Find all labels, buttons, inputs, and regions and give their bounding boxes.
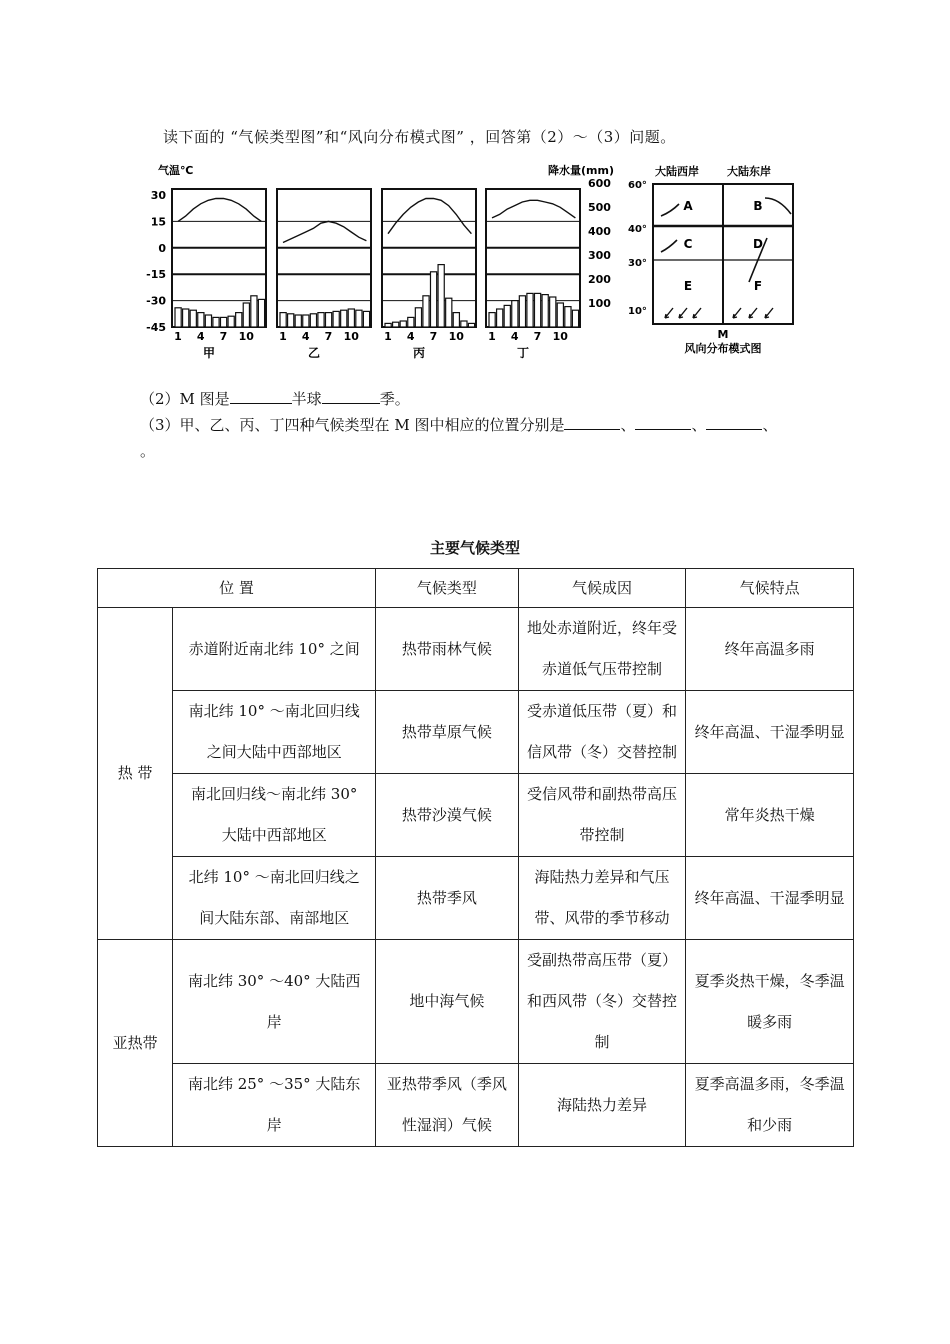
y-right-tick: 600 xyxy=(588,177,611,190)
trade-wind-arrow xyxy=(765,308,773,318)
precip-bar xyxy=(303,315,309,327)
header-feature: 气候特点 xyxy=(686,569,854,608)
table-row xyxy=(98,691,854,774)
caption-letter: M xyxy=(717,328,729,341)
precip-bar xyxy=(572,310,578,327)
cell-feature: 常年炎热干燥 xyxy=(686,774,854,857)
cell-feature: 夏季炎热干燥，冬季温暖多雨 xyxy=(686,940,854,1064)
cell-cause: 海陆热力差异 xyxy=(518,1064,686,1147)
cell-type: 亚热带季风（季风性湿润）气候 xyxy=(376,1064,519,1147)
y-left-tick: 15 xyxy=(150,215,166,229)
header-location: 位 置 xyxy=(98,569,376,608)
map-cell-label: D xyxy=(753,237,763,251)
question-3 xyxy=(140,414,778,435)
precip-bar xyxy=(400,321,406,327)
lat-label: 10° xyxy=(628,306,647,317)
precip-bar xyxy=(461,321,467,327)
precip-bar xyxy=(183,309,189,327)
precip-bar xyxy=(393,322,399,327)
precip-bar xyxy=(288,314,294,327)
q2-suffix: 季。 xyxy=(379,390,410,408)
x-tick: 1 xyxy=(279,330,287,343)
cell-feature: 夏季高温多雨，冬季温和少雨 xyxy=(686,1064,854,1147)
header-west: 大陆西岸 xyxy=(655,165,699,178)
cell-cause: 海陆热力差异和气压带、风带的季节移动 xyxy=(518,857,686,940)
precip-bar xyxy=(512,301,518,327)
q2-blank-hemisphere[interactable] xyxy=(230,389,292,404)
y-left-tick: -30 xyxy=(146,294,166,308)
precip-bar xyxy=(557,303,563,327)
q3-text: （3）甲、乙、丙、丁四种气候类型在 M 图中相应的位置分别是 xyxy=(140,416,565,434)
precip-bar xyxy=(280,313,286,327)
precip-bar xyxy=(468,323,474,327)
header-cause: 气候成因 xyxy=(518,569,686,608)
q2-prefix: （2）M 图是 xyxy=(140,390,230,408)
y-right-tick: 500 xyxy=(588,201,611,214)
trade-wind-arrow xyxy=(733,308,741,318)
wind-arrow xyxy=(661,204,679,216)
x-tick: 4 xyxy=(196,330,205,343)
precip-bar xyxy=(542,295,548,327)
x-tick: 7 xyxy=(533,330,542,343)
y-right-tick: 200 xyxy=(588,273,611,286)
precip-bar xyxy=(438,265,444,327)
panel-frame xyxy=(277,189,371,327)
temp-line xyxy=(178,199,261,222)
map-cell-label: C xyxy=(683,237,693,251)
cell-type: 热带季风 xyxy=(376,857,519,940)
q3-blank-1[interactable] xyxy=(564,415,620,430)
table-row xyxy=(98,774,854,857)
precip-bar xyxy=(228,316,234,327)
cell-feature: 终年高温、干湿季明显 xyxy=(686,857,854,940)
y-left-tick: 0 xyxy=(158,241,166,255)
header-east: 大陆东岸 xyxy=(727,165,771,178)
q2-mid: 半球 xyxy=(291,390,322,408)
q3-end: 。 xyxy=(140,442,156,460)
precip-bar xyxy=(453,313,459,327)
precip-bar xyxy=(348,309,354,327)
cell-cause: 受信风带和副热带高压带控制 xyxy=(518,774,686,857)
y-right-tick: 300 xyxy=(588,249,611,262)
x-tick: 7 xyxy=(324,330,333,343)
map-cell-label: E xyxy=(683,279,693,293)
cell-location: 赤道附近南北纬 10° 之间 xyxy=(173,608,376,691)
x-tick: 10 xyxy=(343,330,359,343)
precip-bar xyxy=(408,317,414,327)
cell-location: 北纬 10° ～南北回归线之间大陆东部、南部地区 xyxy=(173,857,376,940)
q3-sep-3: 、 xyxy=(762,416,778,434)
q3-sep-1: 、 xyxy=(620,416,636,434)
cell-cause: 受副热带高压带（夏）和西风带（冬）交替控制 xyxy=(518,940,686,1064)
y-right-label: 降水量(mm) xyxy=(548,164,614,177)
precip-bar xyxy=(356,310,362,327)
header-type: 气候类型 xyxy=(376,569,519,608)
caption: 风向分布模式图 xyxy=(684,342,762,355)
trade-wind-arrow xyxy=(679,308,687,318)
precip-bar xyxy=(341,310,347,327)
y-right-tick: 400 xyxy=(588,225,611,238)
cell-location: 南北回归线～南北纬 30° 大陆中西部地区 xyxy=(173,774,376,857)
x-tick: 10 xyxy=(448,330,464,343)
zone-tropical: 热 带 xyxy=(98,608,173,940)
precip-bar xyxy=(385,323,391,327)
cell-location: 南北纬 30° ～40° 大陆西岸 xyxy=(173,940,376,1064)
precip-bar xyxy=(333,311,339,327)
climate-figure xyxy=(140,160,820,375)
lat-label: 60° xyxy=(628,180,647,191)
precip-bar xyxy=(527,293,533,327)
x-tick: 4 xyxy=(510,330,519,343)
cell-type: 热带草原气候 xyxy=(376,691,519,774)
precip-bar xyxy=(415,308,421,327)
y-left-tick: -45 xyxy=(146,321,166,334)
precip-bar xyxy=(198,313,204,327)
cell-cause: 受赤道低压带（夏）和信风带（冬）交替控制 xyxy=(518,691,686,774)
table-row xyxy=(98,857,854,940)
precip-bar xyxy=(258,299,264,327)
map-cell-label: A xyxy=(683,199,693,213)
precip-bar xyxy=(504,305,510,327)
cell-feature: 终年高温多雨 xyxy=(686,608,854,691)
wind-pattern-map xyxy=(628,164,793,355)
cell-cause: 地处赤道附近，终年受赤道低气压带控制 xyxy=(518,608,686,691)
table-title: 主要气候类型 xyxy=(429,539,520,557)
panel-label: 丙 xyxy=(412,346,426,360)
cell-feature: 终年高温、干湿季明显 xyxy=(686,691,854,774)
map-cell-label: F xyxy=(753,279,763,293)
cell-type: 地中海气候 xyxy=(376,940,519,1064)
precip-bar xyxy=(363,311,369,327)
x-tick: 7 xyxy=(219,330,228,343)
q3-sep-2: 、 xyxy=(691,416,707,434)
precip-bar xyxy=(205,315,211,327)
x-tick: 4 xyxy=(301,330,310,343)
y-left-tick: -15 xyxy=(146,268,166,282)
q3-blank-3[interactable] xyxy=(706,415,762,430)
x-tick: 4 xyxy=(406,330,415,343)
table-header-row xyxy=(98,569,854,608)
cell-location: 南北纬 10° ～南北回归线之间大陆中西部地区 xyxy=(173,691,376,774)
y-right-tick: 100 xyxy=(588,297,611,310)
precip-bar xyxy=(519,296,525,327)
x-tick: 10 xyxy=(552,330,568,343)
lat-label: 30° xyxy=(628,258,647,269)
x-tick: 1 xyxy=(384,330,392,343)
x-tick: 1 xyxy=(174,330,182,343)
wind-arrow xyxy=(765,198,791,214)
precip-bar xyxy=(565,307,571,327)
question-2 xyxy=(140,388,410,409)
trade-wind-arrow xyxy=(693,308,701,318)
table-row xyxy=(98,940,854,1064)
panel-label: 甲 xyxy=(202,346,216,360)
precip-bar xyxy=(175,308,181,327)
x-tick: 1 xyxy=(488,330,496,343)
precip-bar xyxy=(550,297,556,327)
y-left-tick: 30 xyxy=(150,189,166,202)
intro-text: 读下面的 “气候类型图”和“风向分布模式图” ，回答第（2）～（3）问题。 xyxy=(163,128,676,146)
cell-type: 热带雨林气候 xyxy=(376,608,519,691)
x-tick: 10 xyxy=(238,330,254,343)
precip-bar xyxy=(251,296,257,327)
q2-blank-season[interactable] xyxy=(322,389,380,404)
trade-wind-arrow xyxy=(749,308,757,318)
precip-bar xyxy=(325,313,331,327)
wind-arrow xyxy=(661,240,677,252)
trade-wind-arrow xyxy=(665,308,673,318)
map-cell-label: B xyxy=(753,199,763,213)
climate-types-table xyxy=(97,568,854,1147)
panel-label: 丁 xyxy=(516,346,530,360)
precip-bar xyxy=(318,313,324,327)
y-left-label: 气温℃ xyxy=(158,164,194,177)
precip-bar xyxy=(534,293,540,327)
precip-bar xyxy=(190,310,196,327)
lat-label: 40° xyxy=(628,224,647,235)
precip-bar xyxy=(213,317,219,327)
precip-bar xyxy=(489,313,495,327)
table-row xyxy=(98,1064,854,1147)
precip-bar xyxy=(497,309,503,327)
q3-blank-2[interactable] xyxy=(635,415,691,430)
x-tick: 7 xyxy=(429,330,438,343)
temp-line xyxy=(283,221,366,242)
panel-label: 乙 xyxy=(307,346,321,360)
precip-bar xyxy=(446,298,452,327)
zone-subtropical: 亚热带 xyxy=(98,940,173,1147)
precip-bar xyxy=(295,315,301,327)
cell-type: 热带沙漠气候 xyxy=(376,774,519,857)
precip-bar xyxy=(236,313,242,327)
precip-bar xyxy=(430,272,436,327)
precip-bar xyxy=(423,296,429,327)
cell-location: 南北纬 25° ～35° 大陆东岸 xyxy=(173,1064,376,1147)
precip-bar xyxy=(243,303,249,327)
temp-line xyxy=(492,200,575,218)
temp-line xyxy=(388,199,471,234)
table-row xyxy=(98,608,854,691)
climate-charts xyxy=(146,163,614,360)
precip-bar xyxy=(310,314,316,327)
precip-bar xyxy=(220,317,226,327)
